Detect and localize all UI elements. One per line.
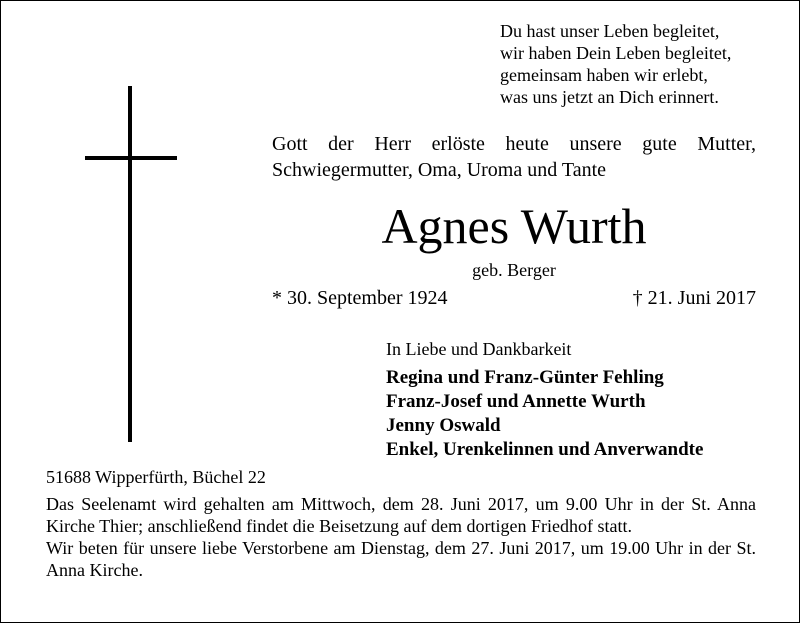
cross-vertical-bar <box>128 86 132 442</box>
mourner-name: Franz-Josef und Annette Wurth <box>386 391 646 412</box>
requiem-notice: Das Seelenamt wird gehalten am Mittwoch, dem 28. Juni 2017, um 9.00 Uhr in der St. Anna Kirche Thier; anschließend findet die Beisetzung auf dem dortigen Friedhof statt. <box>46 494 756 536</box>
intro-text <box>272 131 756 183</box>
poem-line: wir haben Dein Leben begleitet, <box>500 43 732 63</box>
mourner-name: Jenny Oswald <box>386 415 501 436</box>
maiden-name: geb. Berger <box>472 260 556 280</box>
mourner-name: Enkel, Urenkelinnen und Anverwandte <box>386 439 704 460</box>
poem-line: Du hast unser Leben begleitet, <box>500 21 720 41</box>
cross-icon <box>85 86 177 442</box>
cross-horizontal-bar <box>85 156 177 160</box>
service-notice <box>46 493 756 581</box>
poem-line: gemeinsam haben wir erlebt, <box>500 65 708 85</box>
death-date: † 21. Juni 2017 <box>632 287 756 309</box>
poem <box>500 20 731 108</box>
birth-date: * 30. September 1924 <box>272 287 448 309</box>
intro-line: Schwiegermutter, Oma, Uroma und Tante <box>272 159 607 181</box>
poem-line: was uns jetzt an Dich erinnert. <box>500 87 719 107</box>
mourners-list <box>386 366 703 462</box>
mourners-intro: In Liebe und Dankbarkeit <box>386 339 572 359</box>
deceased-name: Agnes Wurth <box>381 198 647 254</box>
mourner-name: Regina und Franz-Günter Fehling <box>386 367 664 388</box>
family-address: 51688 Wipperfürth, Büchel 22 <box>46 467 266 487</box>
prayer-notice: Wir beten für unsere liebe Verstorbene am Dienstag, dem 27. Juni 2017, um 19.00 Uhr in der St. Anna Kirche. <box>46 538 756 580</box>
intro-line: Gott der Herr erlöste heute unsere gute Mutter, <box>272 133 756 155</box>
